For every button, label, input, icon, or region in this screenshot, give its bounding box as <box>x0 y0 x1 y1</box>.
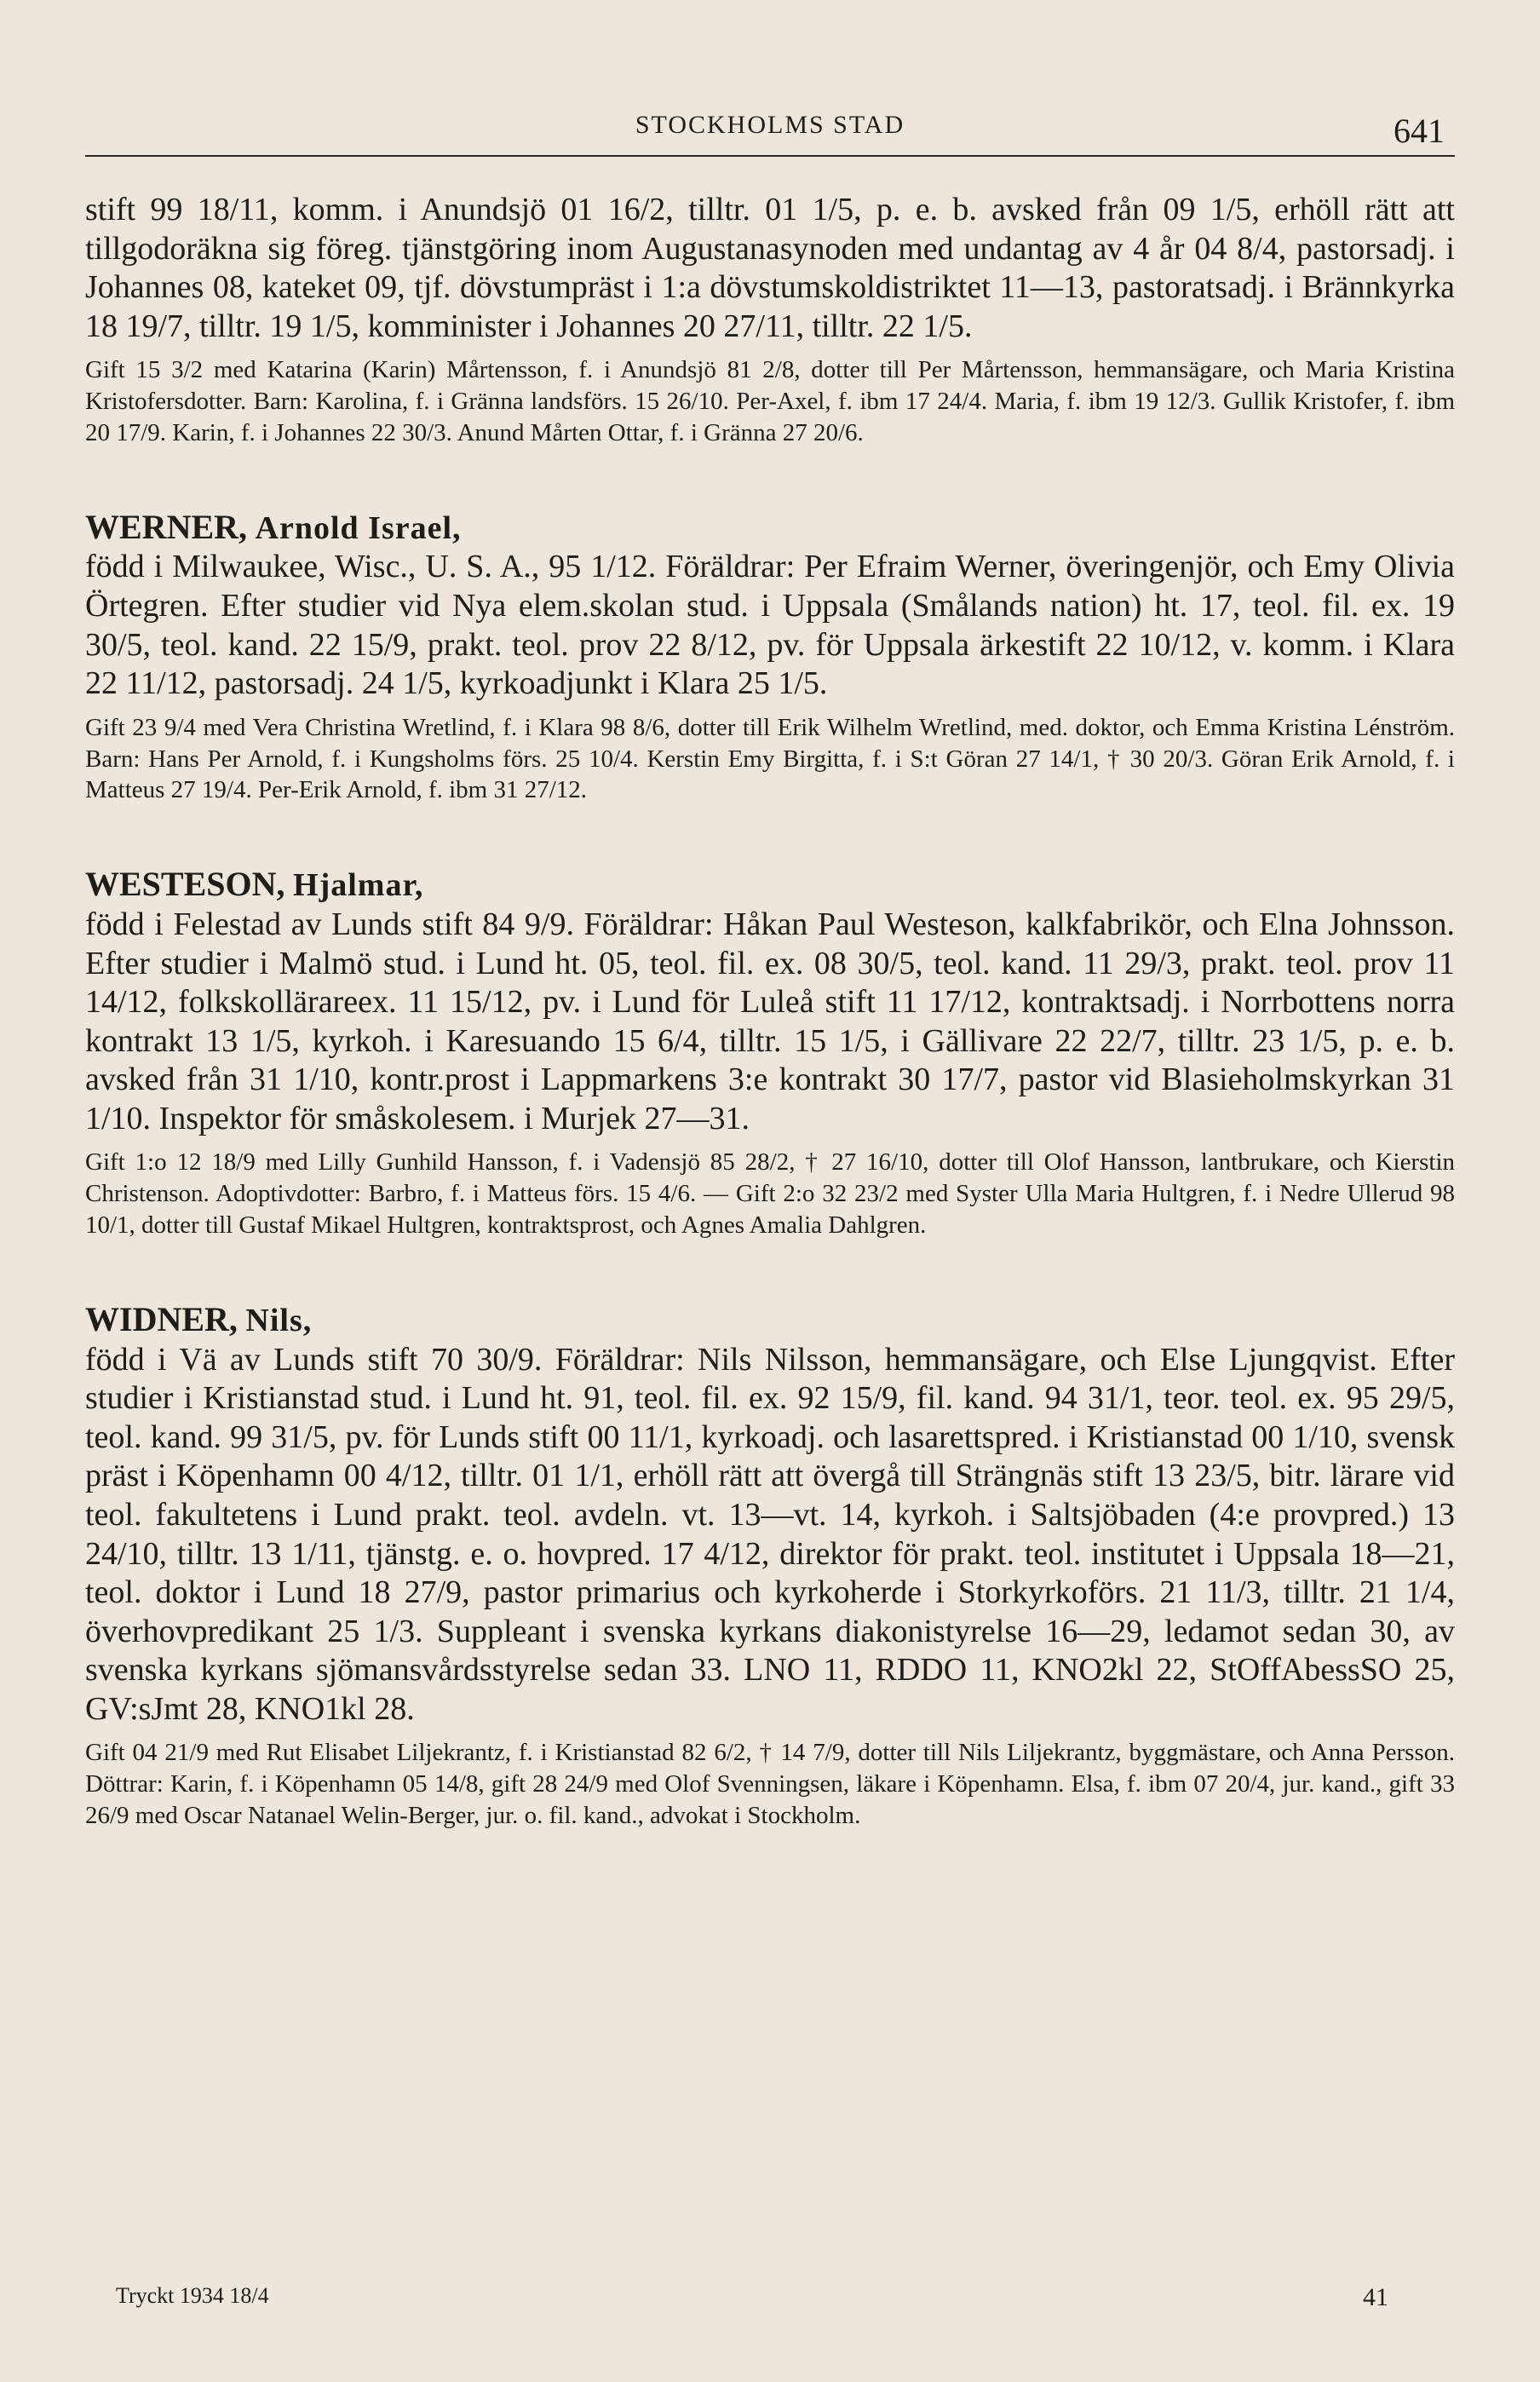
page-content <box>85 191 1455 1832</box>
entry-heading <box>85 507 1455 549</box>
entry-heading <box>85 864 1455 906</box>
entry-family: Gift 04 21/9 med Rut Elisabet Liljekrantz, f. i Kristianstad 82 6/2, † 14 7/9, dotter till Nils Liljekrantz, byggmästare, och Anna Persson. Döttrar: Karin, f. i Köpenhamn 05 14/8, gift 28 24/9 med Olof Svenningsen, läkare i Köpenhamn. Elsa, f. ibm 07 20/4, jur. kand., gift 33 26/9 med Oscar Natanael Welin-Berger, jur. o. fil. kand., advokat i Stockholm. <box>85 1739 1455 1830</box>
running-head: STOCKHOLMS STAD <box>635 111 905 139</box>
entry-continued <box>85 191 1455 449</box>
entry-family: Gift 15 3/2 med Katarina (Karin) Mårtensson, f. i Anundsjö 81 2/8, dotter till Per Mårtensson, hemmansägare, och Maria Kristina Kristofersdotter. Barn: Karolina, f. i Gränna landsförs. 15 26/10. Per-Axel, f. ibm 17 24/4. Maria, f. ibm 19 12/3. Gullik Kristofer, f. ibm 20 17/9. Karin, f. i Johannes 22 30/3. Anund Mårten Ottar, f. i Gränna 27 20/6. <box>85 356 1455 447</box>
entry-widner <box>85 1299 1455 1832</box>
entry-biography: född i Felestad av Lunds stift 84 9/9. Föräldrar: Håkan Paul Westeson, kalkfabrikör, och Elna Johnsson. Efter studier i Malmö stud. i Lund ht. 05, teol. fil. ex. 08 30/5, teol. kand. 11 29/3, prakt. teol. prov 11 14/12, folkskollärareex. 11 15/12, pv. i Lund för Luleå stift 11 17/12, kontraktsadj. i Norrbottens norra kontrakt 13 1/5, kyrkoh. i Karesuando 15 6/4, tilltr. 15 1/5, i Gällivare 22 22/7, tilltr. 23 1/5, p. e. b. avsked från 31 1/10, kontr.prost i Lappmarkens 3:e kontrakt 30 17/7, pastor vid Blasieholmskyrkan 31 1/10. Inspektor för småskolesem. i Murjek 27—31. <box>85 906 1455 1136</box>
page-header <box>85 104 1455 157</box>
entry-family: Gift 23 9/4 med Vera Christina Wretlind, f. i Klara 98 8/6, dotter till Erik Wilhelm Wretlind, med. doktor, och Emma Kristina Lénström. Barn: Hans Per Arnold, f. i Kungsholms förs. 25 10/4. Kerstin Emy Birgitta, f. i S:t Göran 27 14/1, † 30 20/3. Göran Erik Arnold, f. i Matteus 27 19/4. Per-Erik Arnold, f. ibm 31 27/12. <box>85 713 1455 804</box>
entry-biography: stift 99 18/11, komm. i Anundsjö 01 16/2, tilltr. 01 1/5, p. e. b. avsked från 09 1/5, erhöll rätt att tillgodoräkna sig föreg. tjänstgöring inom Augustanasynoden med undantag av 4 år 04 8/4, pastorsadj. i Johannes 08, kateket 09, tjf. dövstumpräst i 1:a dövstumskoldistriktet 11—13, pastoratsadj. i Brännkyrka 18 19/7, tilltr. 19 1/5, komminister i Johannes 20 27/11, tilltr. 22 1/5. <box>85 192 1455 344</box>
page-number: 641 <box>1393 112 1445 150</box>
entry-surname: WERNER, <box>85 507 248 546</box>
entry-surname: WESTESON, <box>85 865 285 904</box>
print-date: Tryckt 1934 18/4 <box>116 2283 269 2308</box>
entry-surname: WIDNER, <box>85 1299 238 1338</box>
entry-family: Gift 1:o 12 18/9 med Lilly Gunhild Hansson, f. i Vadensjö 85 28/2, † 27 16/10, dotter till Olof Hansson, lantbrukare, och Kierstin Christenson. Adoptivdotter: Barbro, f. i Matteus förs. 15 4/6. — Gift 2:o 32 23/2 med Syster Ulla Maria Hultgren, f. i Nedre Ullerud 98 10/1, dotter till Gustaf Mikael Hultgren, kontraktsprost, och Agnes Amalia Dahlgren. <box>85 1148 1455 1240</box>
page-footer <box>85 2283 1455 2317</box>
entry-biography: född i Milwaukee, Wisc., U. S. A., 95 1/12. Föräldrar: Per Efraim Werner, överingenjör, och Emy Olivia Örtegren. Efter studier vid Nya elem.skolan stud. i Uppsala (Smålands nation) ht. 17, teol. fil. ex. 19 30/5, teol. kand. 22 15/9, prakt. teol. prov 22 8/12, pv. för Uppsala ärkestift 22 10/12, v. komm. i Klara 22 11/12, pastorsadj. 24 1/5, kyrkoadjunkt i Klara 25 1/5. <box>85 549 1455 702</box>
entry-werner <box>85 507 1455 806</box>
entry-biography: född i Vä av Lunds stift 70 30/9. Föräldrar: Nils Nilsson, hemmansägare, och Else Ljungqvist. Efter studier i Kristianstad stud. i Lund ht. 91, teol. fil. ex. 92 15/9, fil. kand. 94 31/1, teor. teol. ex. 95 29/5, teol. kand. 99 31/5, pv. för Lunds stift 00 11/1, kyrkoadj. och lasarettspred. i Kristianstad 00 1/10, svensk präst i Köpenhamn 00 4/12, tilltr. 01 1/1, erhöll rätt att övergå till Strängnäs stift 13 23/5, bitr. lärare vid teol. fakultetens i Lund prakt. teol. avdeln. vt. 13—vt. 14, kyrkoh. i Saltsjöbaden (4:e provpred.) 13 24/10, tilltr. 13 1/11, tjänstg. e. o. hovpred. 17 4/12, direktor för prakt. teol. institutet i Uppsala 18—21, teol. doktor i Lund 18 27/9, pastor primarius och kyrkoherde i Storkyrkoförs. 21 11/3, tilltr. 21 1/4, överhovpredikant 25 1/3. Suppleant i svenska kyrkans diakonistyrelse 16—29, ledamot sedan 30, av svenska kyrkans sjömansvårdsstyrelse sedan 33. LNO 11, RDDO 11, KNO2kl 22, StOffAbessSO 25, GV:sJmt 28, KNO1kl 28. <box>85 1341 1455 1727</box>
sheet-signature: 41 <box>1363 2283 1388 2311</box>
entry-westeson <box>85 864 1455 1241</box>
entry-given-names: Nils, <box>245 1302 313 1338</box>
entry-heading <box>85 1299 1455 1341</box>
entry-given-names: Arnold Israel, <box>255 509 462 546</box>
entry-given-names: Hjalmar, <box>293 867 424 904</box>
